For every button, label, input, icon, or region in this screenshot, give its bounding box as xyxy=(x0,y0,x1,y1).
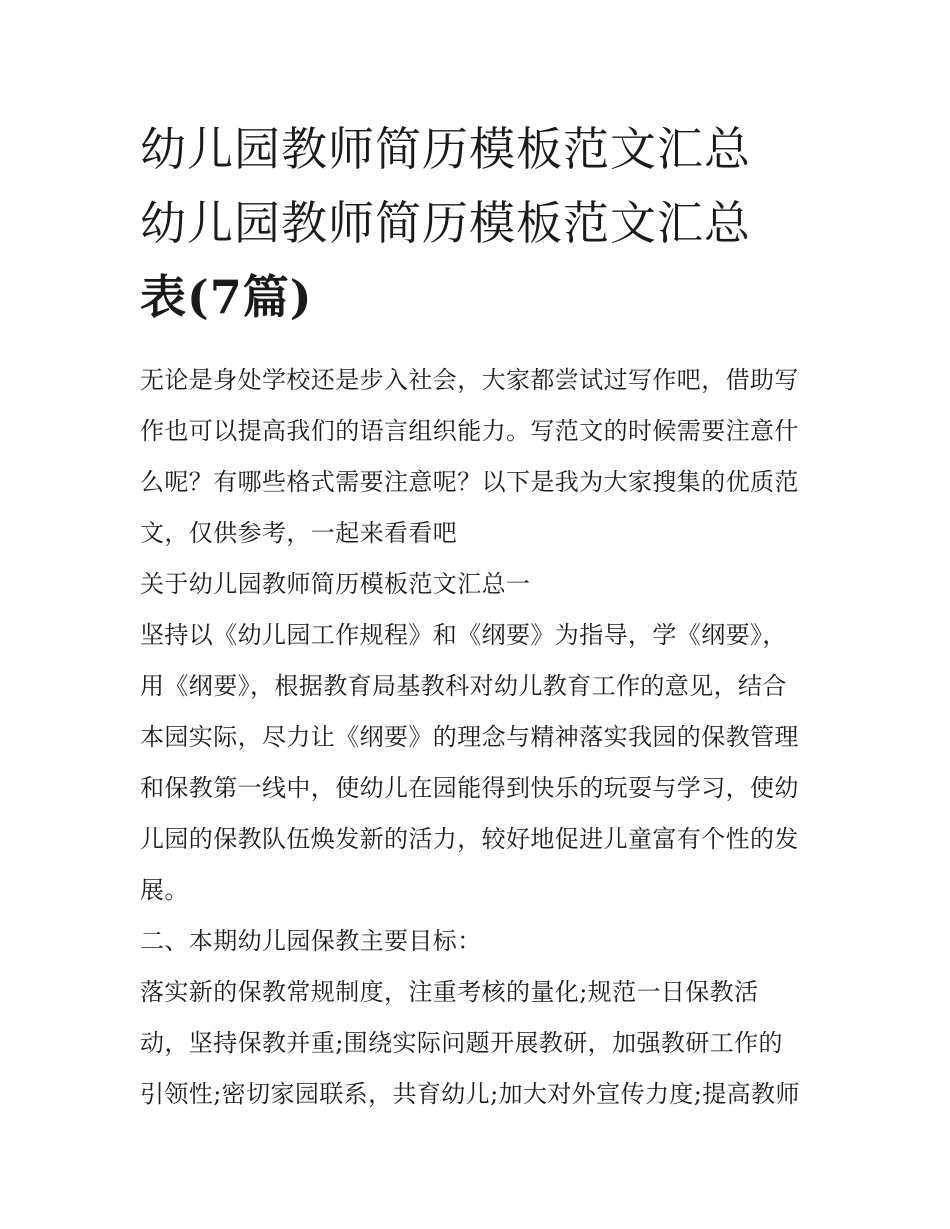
goal-line-2: 动，坚持保教并重;围绕实际问题开展教研，加强教研工作的 xyxy=(140,1029,783,1057)
section-line-5: 儿园的保教队伍焕发新的活力，较好地促进儿童富有个性的发 xyxy=(140,825,799,853)
section-line-6: 展。 xyxy=(140,876,189,904)
intro-line-1: 无论是身处学校还是步入社会，大家都尝试过写作吧，借助写 xyxy=(140,366,799,394)
section-heading: 关于幼儿园教师简历模板范文汇总一 xyxy=(140,570,531,598)
document-title xyxy=(140,112,820,334)
goal-line-3: 引领性;密切家园联系，共育幼儿;加大对外宣传力度;提高教师 xyxy=(140,1080,800,1108)
section-line-3: 本园实际，尽力让《纲要》的理念与精神落实我园的保教管理 xyxy=(140,723,799,751)
intro-line-3: 么呢？有哪些格式需要注意呢？以下是我为大家搜集的优质范 xyxy=(140,468,799,496)
title-line-2: 幼儿园教师简历模板范文汇总 xyxy=(140,196,751,250)
section-line-4: 和保教第一线中，使幼儿在园能得到快乐的玩耍与学习，使幼 xyxy=(140,774,799,802)
section-line-2: 用《纲要》，根据教育局基教科对幼儿教育工作的意见，结合 xyxy=(140,672,787,700)
subheading: 二、本期幼儿园保教主要目标： xyxy=(140,927,482,955)
intro-line-2: 作也可以提高我们的语言组织能力。写范文的时候需要注意什 xyxy=(140,417,799,445)
goal-line-1: 落实新的保教常规制度，注重考核的量化;规范一日保教活 xyxy=(140,978,759,1006)
title-line-3: 表(7篇) xyxy=(140,270,313,324)
intro-line-4: 文，仅供参考，一起来看看吧 xyxy=(140,519,458,547)
document-body xyxy=(140,355,820,1120)
section-line-1: 坚持以《幼儿园工作规程》和《纲要》为指导，学《纲要》， xyxy=(140,621,787,649)
title-line-1: 幼儿园教师简历模板范文汇总 xyxy=(140,122,751,176)
